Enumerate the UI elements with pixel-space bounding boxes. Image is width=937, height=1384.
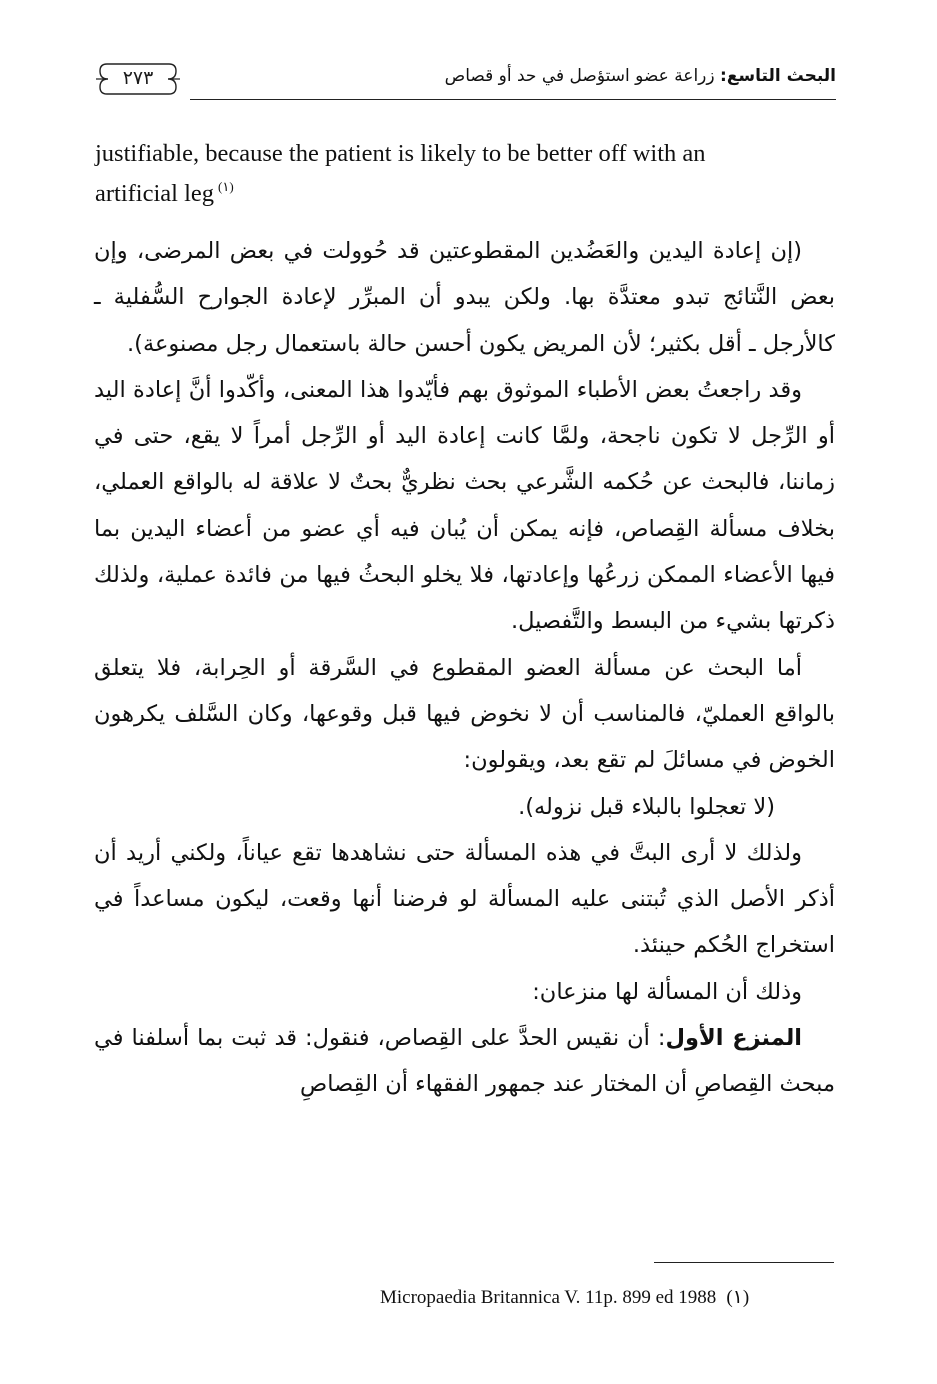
english-quote-line-2 xyxy=(95,179,234,208)
paragraph-quote-translation: (إن إعادة اليدين والعَضُدين المقطوعتين قد حُوولت في بعض المرضى، وإن بعض النَّتائج تبدو معتدَّة بها. ولكن يبدو أن المبرِّر لإعادة الجوارح السُّفلية ـ كالأرجل ـ أقل بكثير؛ لأن المريض يكون أحسن حالة باستعمال رجل مصنوعة). xyxy=(94,238,835,357)
header-divider xyxy=(190,99,836,100)
arabic-body-text xyxy=(94,228,835,1108)
paragraph-ruling-basis: ولذلك لا أرى البتَّ في هذه المسألة حتى نشاهدها تقع عياناً، ولكني أريد أن أذكر الأصل الذي تُبتنى عليه المسألة لو فرضنا أنها وقعت، ليكون مساعداً في استخراج الحُكم حينئذ. xyxy=(94,839,835,959)
paragraph-physicians: وقد راجعتُ بعض الأطباء الموثوق بهم فأيّدوا هذا المعنى، وأكّدوا أنَّ إعادة اليد أو الرِّجل لا تكون ناجحة، ولمَّا كانت إعادة اليد أو الرِّجل أمراً لا يقع، حتى في زماننا، فالبحث عن حُكمه الشَّرعي بحث نظريٌّ بحتٌ لا علاقة له بالواقع العملي، بخلاف مسألة القِصاص، فإنه يمكن أن يُبان فيه أي عضو من أعضاء اليدين بما فيها الأعضاء الممكن زرعُها وإعادتها، فلا يخلو البحثُ فيها من فائدة عملية، ولذلك ذكرتها بشيء من البسط والتَّفصيل. xyxy=(94,376,835,635)
footnote-reference: (١) xyxy=(218,179,234,194)
english-quote-text: artificial leg xyxy=(95,180,215,207)
footnote-divider xyxy=(654,1262,834,1263)
paragraph-saying: (لا تعجلوا بالبلاء قبل نزوله). xyxy=(518,793,775,820)
chapter-title xyxy=(445,66,836,86)
paragraph-two-approaches: وذلك أن المسألة لها منزعان: xyxy=(532,978,802,1005)
footnote xyxy=(380,1286,749,1309)
footnote-text: Micropaedia Britannica V. 11p. 899 ed 1988 xyxy=(380,1287,717,1308)
chapter-label: البحث التاسع: xyxy=(720,66,836,86)
first-approach-text: : أن نقيس الحدَّ على القِصاص، فنقول: قد ثبت بما أسلفنا في مبحث القِصاصِ أن المختار عند جمهور الفقهاء أن القِصاصِ xyxy=(94,1025,835,1098)
page-number: ٢٧٣ xyxy=(122,67,154,89)
first-approach-label: المنزع الأول xyxy=(665,1025,802,1052)
page-number-badge xyxy=(94,58,182,100)
english-quote-line-1: justifiable, because the patient is likely to be better off with an xyxy=(95,140,706,167)
running-header xyxy=(94,58,836,102)
paragraph-theft-limb: أما البحث عن مسألة العضو المقطوع في السَّرقة أو الحِرابة، فلا يتعلق بالواقع العمليّ، فالمناسب أن لا نخوض فيها قبل وقوعها، وكان السَّلف يكرهون الخوض في مسائلَ لم تقع بعد، ويقولون: xyxy=(94,654,835,774)
chapter-title-text: زراعة عضو استؤصل في حد أو قصاص xyxy=(444,66,721,86)
footnote-mark: (١) xyxy=(726,1287,750,1308)
paragraph-first-approach xyxy=(94,1015,835,1108)
